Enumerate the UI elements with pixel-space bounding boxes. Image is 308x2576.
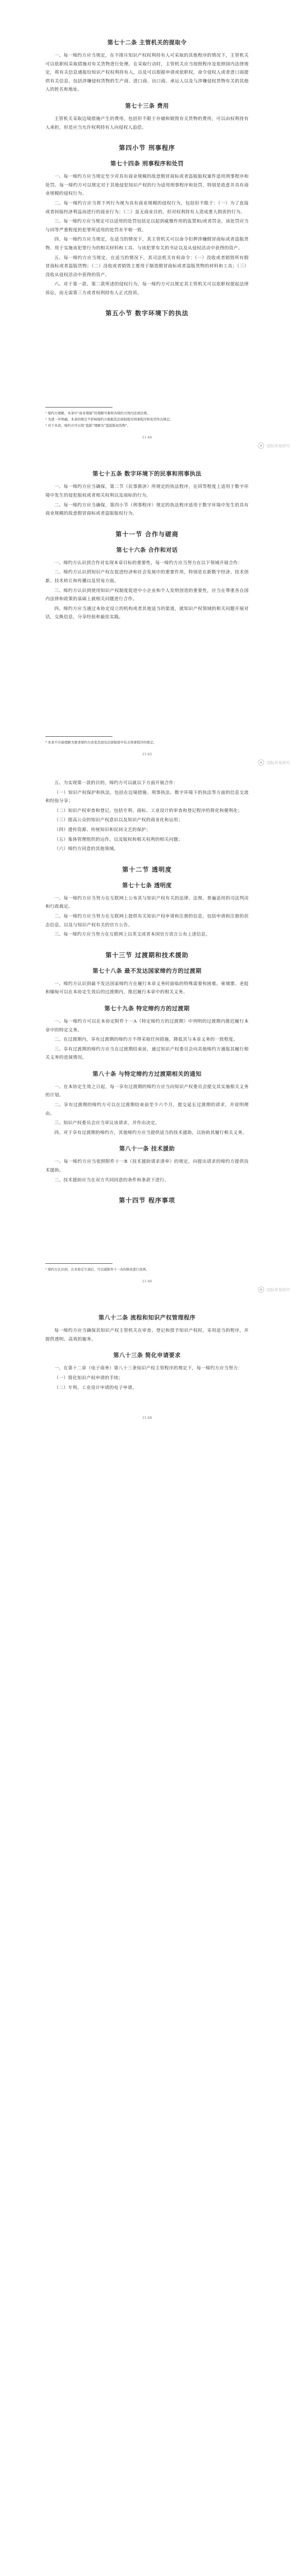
article-83-title: 第八十三条 简化申请要求 (113, 1352, 181, 1359)
page-number: 11-48 (142, 1416, 152, 1420)
article-72-title: 第七十二条 主管机关的提取令 (107, 39, 187, 46)
page-number: 11-46 (142, 1279, 152, 1284)
paragraph: 二、每一缔约方应当确保，第四小节（刑事程序）规定的执法程序适用于数字环境中发生的具有商业规模的故意假冒商标或者盗版版权行为。 (45, 502, 249, 517)
footnote-separator (45, 1263, 112, 1264)
paragraph: 三、享有过渡期的缔约方应当在过渡期结束前，通过知识产权委员会向其他缔约方通报其履行相关义务的进展情况。 (45, 1046, 249, 1061)
paragraph: （三）提高公众的知识产权意识以及知识产权的商业化和运用； (54, 818, 183, 823)
watermark-text: 国际贸易研究 (267, 443, 290, 448)
article-78-title: 第七十八条 最不发达国家缔约方的过渡期 (92, 967, 202, 974)
paragraph: （一）知识产权保护和执法，包括在边境措施、刑事执法、数字环境下的执法等方面的信息交流和经验分享； (45, 790, 249, 804)
footnote: ⁵ 缔约方认识到，在本协定生效后，可以就附件十一A的修改进行谈判。 (45, 1267, 149, 1272)
footnote: ⁴ 本条不应被理解为要求缔约方改变其现有法律制度中有关刑事程序的规定。 (45, 740, 157, 744)
paragraph: （五）集体管理组织的运作，以及版权和相关权利的相关问题； (54, 837, 183, 842)
paragraph: 五、为实现第一款的目的，缔约方可以就以下方面开展合作： (54, 781, 179, 786)
watermark-text: 国际贸易研究 (267, 1287, 290, 1292)
paragraph: 六、对于第一款、第二款所述的侵权行为，每一缔约方可以规定其主管机关可以依职权提起法律诉讼，而无需第三方或者权利持有人正式投诉。 (45, 282, 249, 296)
page-number: 11-44 (142, 435, 152, 440)
subsection-5-title: 第五小节 数字环境下的执法 (105, 310, 189, 317)
footnote: ³ 对于本款，缔约方可以将“盗版”理解为“盗版版权货物”。 (45, 423, 131, 428)
paragraph: 一、每一缔约方应当努力在互联网上公布其与知识产权有关的法律、法规、普遍适用的司法判决和行政裁定。 (45, 895, 249, 910)
paragraph: 三、每一缔约方应当努力在互联网上以英文或者本国官方语言公布上述信息。 (54, 932, 210, 938)
article-75-title: 第七十五条 数字环境下的民事和刑事执法 (92, 470, 202, 478)
paragraph: （六）缔约方同意的其他领域。 (54, 846, 119, 852)
paragraph: 主管机关采取边境措施产生的费用，包括但不限于存储和销毁有关货物的费用，可以由权利持有人承担，但是应当允许权利持有人向侵权人追偿。 (45, 116, 249, 130)
article-73-title: 第七十三条 费用 (125, 102, 169, 109)
article-74-title: 第七十四条 刑事程序和处罚 (110, 160, 184, 167)
wechat-logo-icon (258, 443, 264, 449)
footnote-separator (45, 407, 112, 408)
paragraph: 二、缔约方认识到知识产权在促进经济和社会发展中的重要作用，特别是在新数字经济、技术创新、技术转让和传播以及贸易方面。 (45, 570, 249, 584)
footnote: ² 为进一步明确，本条的规定不影响缔约方根据其法律制度对刑事程序和处罚作出规定。 (45, 417, 173, 422)
watermark (45, 443, 290, 449)
paragraph: 一、缔约方认识到最不发达国家缔约方在履行本章义务时面临的特殊需要和困难。柬埔寨、老挝和缅甸可以在本协定生效后的过渡期内，推迟履行本章中的相关义务。 (45, 981, 249, 995)
paragraph: 三、缔约方认识到使用知识产权制度促进中小企业和个人发明创造的重要性，应当在尊重各自国内法律和政策的基础上就相关问题进行合作。 (45, 588, 249, 602)
article-81-title: 第八十一条 技术援助 (119, 1145, 175, 1153)
footnote-separator (45, 736, 112, 737)
paragraph: 二、在过渡期内，享有过渡期的缔约方不得采取任何措施，降低其与本章义务的一致程度。 (54, 1037, 238, 1043)
section-13-title: 第十三节 过渡期和技术援助 (105, 951, 189, 959)
paragraph: 二、每一缔约方应当努力在互联网上提供有关知识产权申请和注册的信息，包括申请和注册的状态信息，以及与知识产权有关的官方公告。 (45, 913, 249, 928)
article-76-title: 第七十六条 合作和对话 (116, 546, 178, 553)
paragraph: 一、每一缔约方应当规定，在不排斥知识产权权利持有人可采取的其他程序的情况下，主管机关可以依职权采取措施对有关货物进行处理。在采取行动时，主管机关应当按照程序及依照国内法律规定，将有关信息通报给知识产权权利持有人，以及可以根据申请或依职权，命令侵权人或者进口商提供有关信息，包括涉嫌侵权货物的生产商、进口商、出口商、承运人以及与涉嫌侵权货物有关的其他人的姓名和地址。 (45, 53, 249, 93)
paragraph: 二、每一缔约方应当将下列行为视为具有商业规模的侵权行为，包括但不限于：（一）为了直接或者间接经济利益而进行的商业行为；（二）虽无商业目的，但对权利持有人造成重大损害的行为。 (45, 200, 249, 215)
paragraph: （二）专利、工业设计申请的电子申请。 (54, 1385, 137, 1391)
watermark-text: 国际贸易研究 (267, 760, 290, 765)
paragraph: 三、每一缔约方应当规定可以适用的处罚包括足以起到威慑作用的监禁和/或者罚金，该处罚应当与同等严重程度的犯罪所适用的处罚水平相一致。 (45, 219, 249, 233)
section-14-title: 第十四节 程序事项 (119, 1197, 175, 1205)
subsection-4-title: 第四小节 刑事程序 (119, 144, 175, 152)
paragraph: （四）遗传资源、传统知识和民间文艺的保护； (54, 827, 151, 833)
footnote: ¹ 缔约方理解，本条中“商业规模”的理解可参照各缔约方国内法律法规。 (45, 411, 150, 416)
paragraph: 一、在本协定生效之日起，每一享有过渡期的缔约方应当向知识产权委员会提交其实施相关义务的计划。 (45, 1084, 249, 1098)
paragraph: 一、在第十二章（电子商务）第八十三条知识产权主管程序的规定下，每一缔约方应当努力： (54, 1366, 242, 1371)
wechat-logo-icon (258, 759, 264, 766)
paragraph: 三、知识产权委员会应当审议该请求，并作出决定。 (54, 1121, 160, 1126)
paragraph: 四、缔约方应当通过本协定设立的机构或者其他适当的渠道，就知识产权领域的相关问题开展对话，交换信息，分享经验和最佳实践。 (45, 606, 249, 620)
section-12-title: 第十二节 透明度 (122, 866, 172, 873)
paragraph: 一、每一缔约方应当确保，第二节（民事救济）所规定的执法程序，在同等程度上适用于数字环境中发生的侵犯版权或者相关权利以及商标的行为。 (45, 484, 249, 499)
section-11-title: 第十一节 合作与磋商 (115, 530, 179, 538)
paragraph: （二）知识产权审查和登记，包括专利、商标、工业设计的审查和登记程序的简化和便利化； (54, 808, 242, 814)
article-80-title: 第八十条 与特定缔约方过渡期相关的通知 (92, 1070, 202, 1077)
paragraph: 四、每一缔约方应当规定，在适当的情况下，其主管机关可以命令扣押涉嫌假冒商标或者盗版货物、用于实施该犯罪行为的相关材料和工具、与该犯罪有关的书证以及从侵权活动中获得的资产。 (45, 237, 249, 251)
wechat-logo-icon (258, 1286, 264, 1293)
paragraph: （一）简化知识产权申请的手续； (54, 1376, 123, 1381)
paragraph: 一、缔约方认识到合作对实现本章目标的重要性，每一缔约方应当努力在以下领域开展合作： (54, 560, 242, 566)
article-82-title: 第八十二条 流程和知识产权管理程序 (98, 1314, 196, 1321)
article-79-title: 第七十九条 特定缔约方的过渡期 (104, 1005, 190, 1012)
paragraph: 一、每一缔约方应当规定至少对具有商业规模的故意假冒商标或者盗版版权案件适用刑事程序和处罚。每一缔约方可以规定对于其他侵犯知识产权的行为适用刑事程序和处罚，特别是故意并具有商业规模的侵权行为。 (45, 174, 249, 197)
article-77-title: 第七十七条 透明度 (122, 882, 172, 889)
paragraph: 一、每一缔约方应当依照附件十一B（技术援助请求清单）的规定，向提出请求的缔约方提供技术援助。 (45, 1159, 249, 1174)
paragraph: 五、每一缔约方应当规定，在适当的情况下，其司法机关有权命令：（一）没收或者销毁所有假冒商标或者盗版货物；（二）没收或者销毁主要用于制造假冒商标或者盗版货物的材料和工具；（三）没收从侵权活动中获得的资产。 (45, 255, 249, 278)
watermark (45, 1286, 290, 1293)
paragraph: 二、技术援助应当在双方共同同意的条件和条款下进行。 (54, 1177, 169, 1183)
paragraph: 二、享有过渡期的缔约方可以在过渡期结束前至少六个月，提交延长过渡期的请求，并说明理由。 (45, 1103, 249, 1116)
page-number: 11-45 (142, 752, 152, 756)
paragraph: 四、对于享有过渡期的缔约方，其他缔约方应当提供适当的技术援助，以协助其履行相关义务。 (54, 1130, 247, 1136)
paragraph: 每一缔约方应当确保其知识产权主管机关在审查、登记和授予知识产权时，采用适当的程序，并提供透明、高效的服务。 (45, 1328, 249, 1342)
watermark (45, 759, 290, 766)
paragraph: 一、每一缔约方可以在本协定附件十一A（特定缔约方的过渡期）中列明的过渡期内推迟履行本章中的特定义务。 (45, 1019, 249, 1033)
